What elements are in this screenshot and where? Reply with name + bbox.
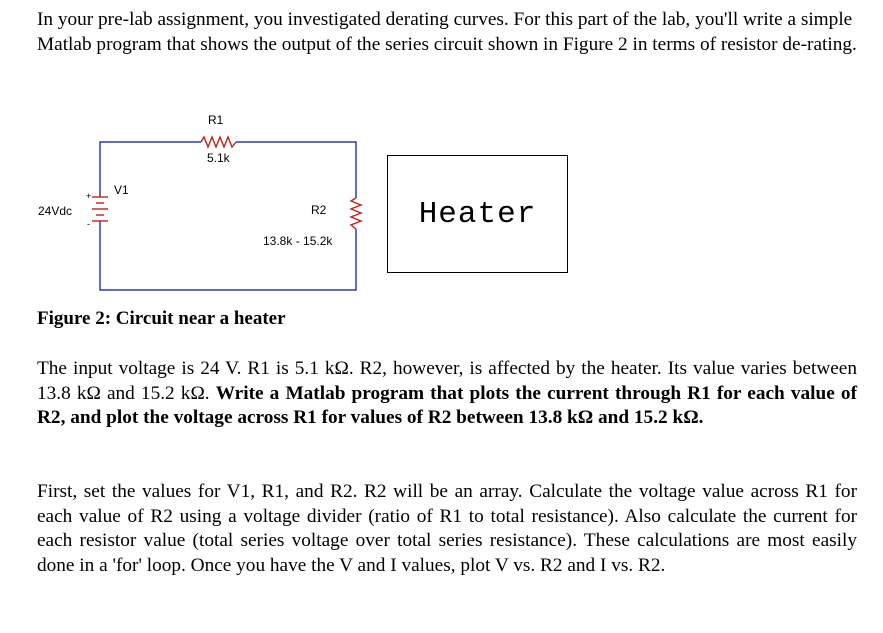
plus-sign: + (86, 191, 92, 201)
figure-caption: Figure 2: Circuit near a heater (37, 308, 286, 329)
r2-value: 13.8k - 15.2k (263, 234, 333, 248)
heater-label: Heater (418, 196, 537, 232)
instructions-paragraph: First, set the values for V1, R1, and R2. R2 will be an array. Calculate the voltage value across R1 for each value of R2 using a voltage divider (ratio of R1 to total resistance). Also calculate the current for each resistor value (total series voltage over total series resistance). These calculations are most easily done in a 'for' loop. Once you have the V and I values, plot V vs. R2 and I vs. R2. (37, 481, 857, 576)
minus-sign: - (87, 219, 90, 229)
r1-value: 5.1k (207, 151, 230, 165)
r1-label: R1 (208, 113, 224, 127)
battery-v1 (86, 191, 108, 229)
assignment-task: Write a Matlab program that plots the current through R1 for each value of R2, and plot the voltage across R1 for values of R2 between 13.8 kΩ and 15.2 kΩ. (37, 382, 857, 428)
r2-label: R2 (311, 203, 327, 217)
assignment-paragraph (37, 357, 857, 431)
assignment-text: The input voltage is 24 V. R1 is 5.1 kΩ. R2, however, is affected by the heater. Its value varies between 13.8 kΩ and 15.2 kΩ. (37, 358, 857, 404)
r1-resistor (201, 137, 236, 147)
wire-top-right (236, 142, 356, 198)
source-value: 24Vdc (38, 204, 73, 218)
intro-paragraph: In your pre-lab assignment, you investigated derating curves. For this part of the lab, you'll write a simple Matlab program that shows the output of the series circuit shown in Figure 2 in terms of resistor de-rating. (37, 9, 857, 55)
v1-label: V1 (114, 183, 129, 197)
heater-box (387, 155, 568, 273)
r2-resistor (351, 198, 361, 229)
